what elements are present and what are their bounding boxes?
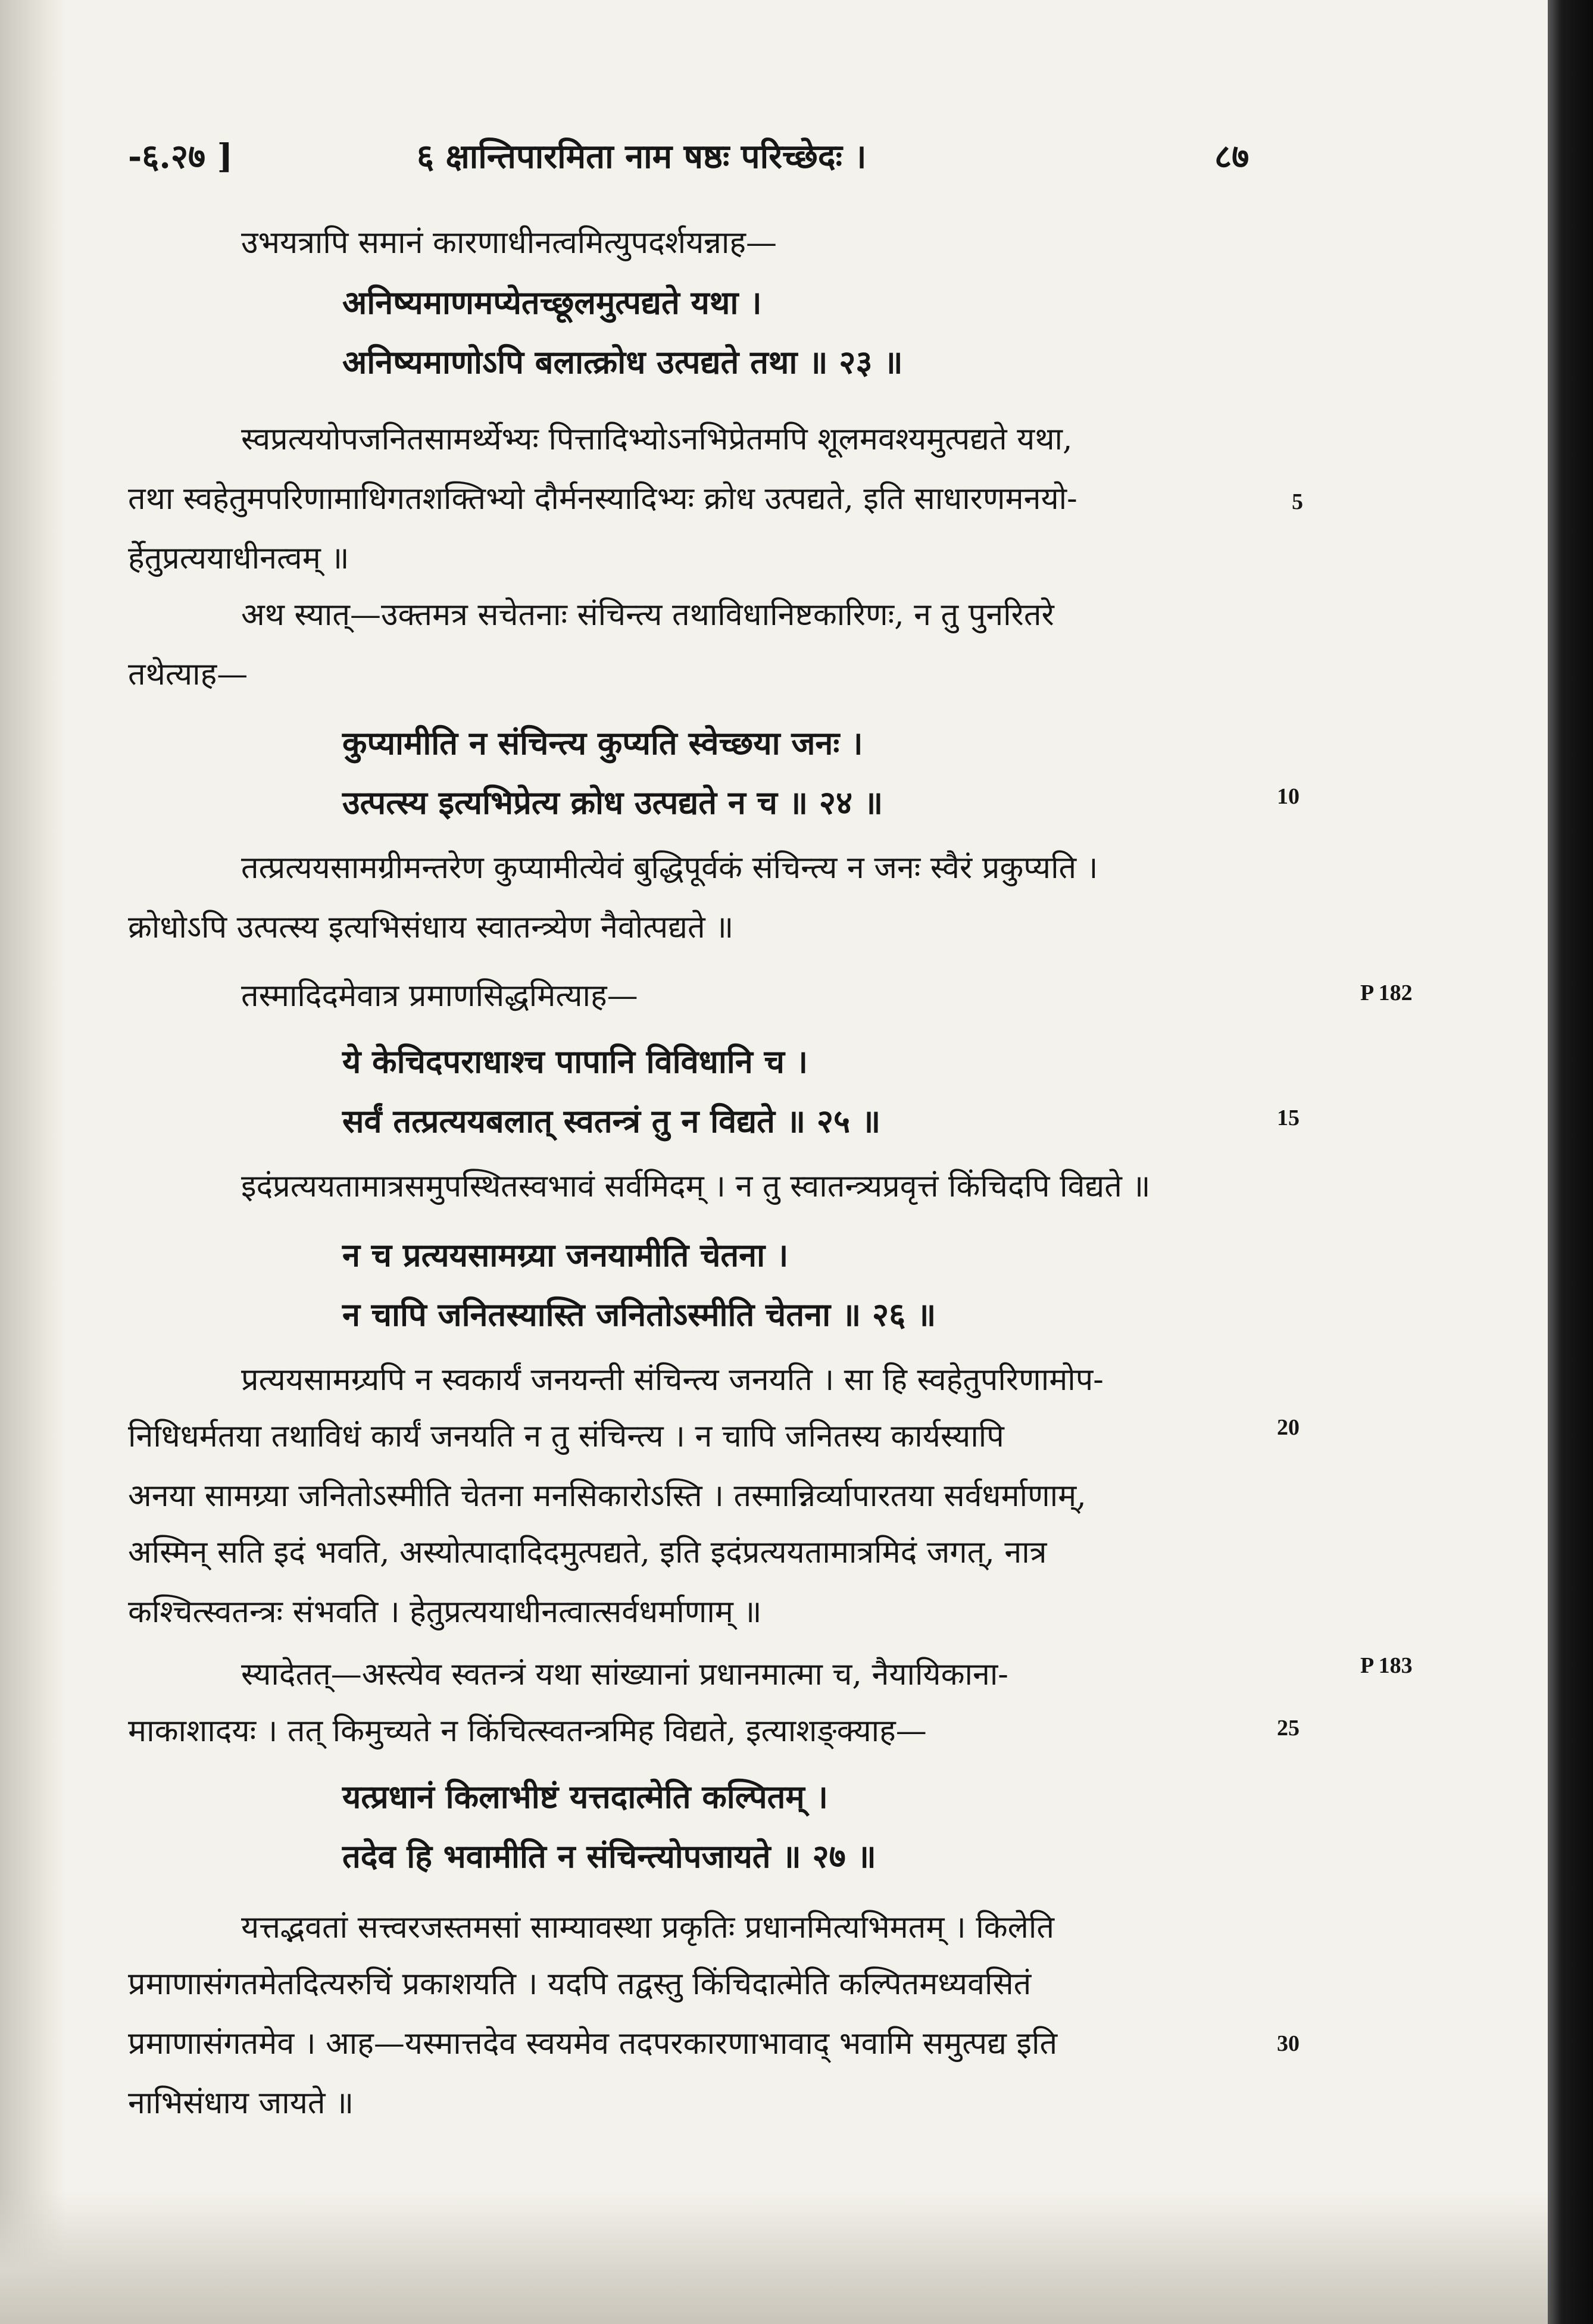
text-line: क्रोधोऽपि उत्पत्स्य इत्यभिसंधाय स्वातन्त्र्येण नैवोत्पद्यते ॥	[128, 910, 734, 945]
text-line: तथेत्याह—	[128, 657, 248, 692]
verse-line: उत्पत्स्य इत्यभिप्रेत्य क्रोध उत्पद्यते न च ॥ २४ ॥	[342, 783, 883, 821]
scan-shadow-left	[0, 0, 65, 2324]
text-line: तथा स्वहेतुमपरिणामाधिगतशक्तिभ्यो दौर्मनस्यादिभ्यः क्रोध उत्पद्यते, इति साधारणमनयो-	[128, 481, 1077, 517]
text-line: माकाशादयः । तत् किमुच्यते न किंचित्स्वतन्त्रमिह विद्यते, इत्याशङ्क्याह—	[128, 1713, 927, 1749]
text-line: प्रमाणासंगतमेव । आह—यस्मात्तदेव स्वयमेव तदपरकारणाभावाद् भवामि समुत्पद्य इति	[128, 2026, 1058, 2061]
margin-page-reference: P 182	[1360, 980, 1413, 1005]
margin-line-number: 25	[1277, 1716, 1300, 1741]
verse-line: न चापि जनितस्यास्ति जनितोऽस्मीति चेतना ॥ २६ ॥	[342, 1295, 936, 1333]
text-line: नाभिसंधाय जायते ॥	[128, 2085, 354, 2121]
text-line: अथ स्यात्—उक्तमत्र सचेतनाः संचिन्त्य तथाविधानिष्टकारिणः, न तु पुनरितरे	[241, 597, 1054, 633]
header-section-ref: -६.२७ ]	[128, 137, 233, 176]
margin-line-number: 30	[1277, 2031, 1300, 2056]
text-line: इदंप्रत्ययतामात्रसमुपस्थितस्वभावं सर्वमिदम् । न तु स्वातन्त्र्यप्रवृत्तं किंचिदपि विद्यते ॥	[241, 1169, 1151, 1204]
text-line: प्रमाणासंगतमेतदित्यरुचिं प्रकाशयति । यदपि तद्वस्तु किंचिदात्मेति कल्पितमध्यवसितं	[128, 1966, 1032, 2002]
margin-line-number: 15	[1277, 1105, 1300, 1130]
text-line: निधिधर्मतया तथाविधं कार्यं जनयति न तु संचिन्त्य । न चापि जनितस्य कार्यस्यापि	[128, 1419, 1004, 1454]
text-line: स्वप्रत्ययोपजनितसामर्थ्येभ्यः पित्तादिभ्योऽनभिप्रेतमपि शूलमवश्यमुत्पद्यते यथा,	[241, 421, 1073, 457]
header-page-number: ८७	[1214, 137, 1250, 176]
text-line: तत्प्रत्ययसामग्रीमन्तरेण कुप्यामीत्येवं बुद्धिपूर्वकं संचिन्त्य न जनः स्वैरं प्रकुप्यति ।	[241, 850, 1098, 886]
scan-shadow-bottom	[0, 2191, 1548, 2324]
text-line: अस्मिन् सति इदं भवति, अस्योत्पादादिदमुत्पद्यते, इति इदंप्रत्ययतामात्रमिदं जगत्, नात्र	[128, 1535, 1047, 1570]
verse-line: यत्प्रधानं किलाभीष्टं यत्तदात्मेति कल्पितम् ।	[342, 1778, 828, 1816]
verse-line: ये केचिदपराधाश्च पापानि विविधानि च ।	[342, 1042, 808, 1080]
verse-line: सर्वं तत्प्रत्ययबलात् स्वतन्त्रं तु न विद्यते ॥ २५ ॥	[342, 1102, 881, 1140]
verse-line: न च प्रत्ययसामग्र्या जनयामीति चेतना ।	[342, 1236, 789, 1274]
verse-line: अनिष्यमाणोऽपि बलात्क्रोध उत्पद्यते तथा ॥ २३ ॥	[342, 343, 903, 381]
verse-line: अनिष्यमाणमप्येतच्छूलमुत्पद्यते यथा ।	[342, 283, 762, 321]
verse-line: कुप्यामीति न संचिन्त्य कुप्यति स्वेच्छया जनः ।	[342, 724, 863, 762]
margin-page-reference: P 183	[1360, 1653, 1413, 1678]
text-line: र्हेतुप्रत्ययाधीनत्वम् ॥	[128, 541, 349, 576]
text-line: कश्चित्स्वतन्त्रः संभवति । हेतुप्रत्ययाधीनत्वात्सर्वधर्माणाम् ॥	[128, 1594, 762, 1630]
margin-line-number: 5	[1292, 489, 1303, 514]
margin-line-number: 10	[1277, 784, 1300, 809]
margin-line-number: 20	[1277, 1415, 1300, 1440]
text-line: प्रत्ययसामग्र्यपि न स्वकार्यं जनयन्ती संचिन्त्य जनयति । सा हि स्वहेतुपरिणामोप-	[241, 1362, 1104, 1398]
text-line: स्यादेतत्—अस्त्येव स्वतन्त्रं यथा सांख्यानां प्रधानमात्मा च, नैयायिकाना-	[241, 1657, 1008, 1692]
book-spine-edge	[1548, 0, 1593, 2324]
text-line: उभयत्रापि समानं कारणाधीनत्वमित्युपदर्शयन्नाह—	[241, 225, 777, 261]
text-line: अनया सामग्र्या जनितोऽस्मीति चेतना मनसिकारोऽस्ति । तस्मान्निर्व्यापारतया सर्वधर्माणाम्,	[128, 1478, 1086, 1514]
text-line: यत्तद्भवतां सत्त्वरजस्तमसां साम्यावस्था प्रकृतिः प्रधानमित्यभिमतम् । किलेति	[241, 1910, 1055, 1945]
text-line: तस्मादिदमेवात्र प्रमाणसिद्धमित्याह—	[241, 978, 638, 1014]
header-chapter-title: ६ क्षान्तिपारमिता नाम षष्ठः परिच्छेदः ।	[417, 137, 867, 176]
verse-line: तदेव हि भवामीति न संचिन्त्योपजायते ॥ २७ ॥	[342, 1837, 876, 1875]
